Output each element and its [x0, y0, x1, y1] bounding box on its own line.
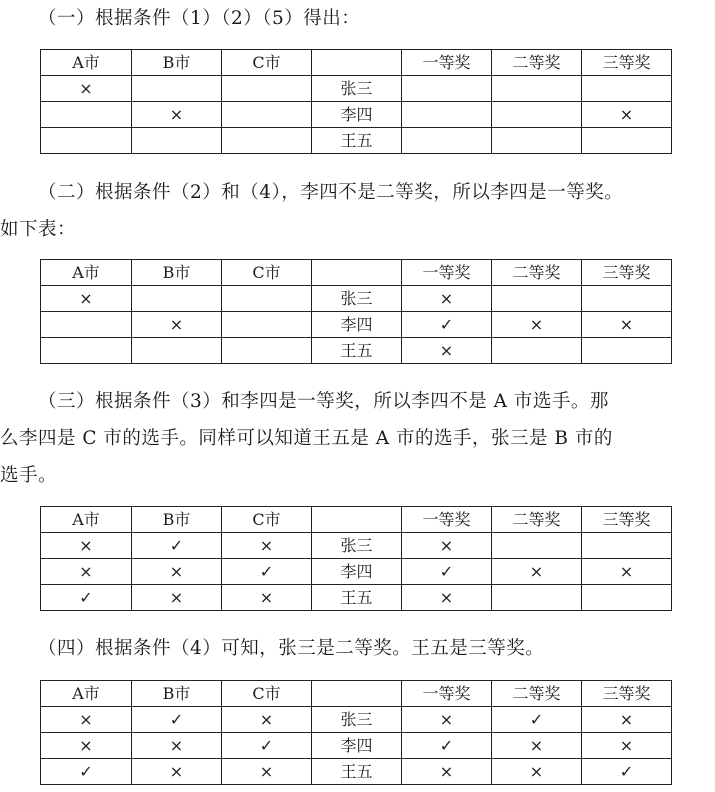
step2-text-line1: （二）根据条件（2）和（4），李四不是二等奖，所以李四是一等奖。 — [38, 182, 624, 203]
prize-mark-cell: ✓ — [492, 707, 582, 733]
header-blank-cell — [312, 507, 402, 533]
city-mark-cell: × — [132, 559, 222, 585]
prize-mark-cell — [492, 76, 582, 102]
prize-mark-cell: × — [402, 533, 492, 559]
table-row — [41, 533, 672, 559]
prize-mark-cell: × — [492, 733, 582, 759]
city-mark-cell: ✓ — [132, 533, 222, 559]
prize-mark-cell: ✓ — [402, 733, 492, 759]
header-cell: 三等奖 — [582, 681, 672, 707]
step2-paragraph — [0, 174, 715, 248]
table-header-row — [41, 50, 672, 76]
header-blank-cell — [312, 681, 402, 707]
city-mark-cell: × — [132, 102, 222, 128]
header-cell: C市 — [222, 50, 312, 76]
city-mark-cell: × — [41, 559, 132, 585]
header-cell: B市 — [132, 50, 222, 76]
prize-mark-cell — [402, 102, 492, 128]
prize-mark-cell: × — [582, 707, 672, 733]
table-step3 — [40, 506, 672, 611]
header-cell: 二等奖 — [492, 260, 582, 286]
city-mark-cell — [222, 312, 312, 338]
step1-text: （一）根据条件（1）（2）（5）得出： — [38, 8, 361, 29]
step3-text-line1: （三）根据条件（3）和李四是一等奖，所以李四不是 A 市选手。那 — [38, 391, 609, 412]
table-row — [41, 585, 672, 611]
person-name-cell: 张三 — [312, 76, 402, 102]
header-cell: C市 — [222, 260, 312, 286]
prize-mark-cell — [402, 76, 492, 102]
city-mark-cell — [41, 128, 132, 154]
header-cell: 二等奖 — [492, 50, 582, 76]
step4-paragraph — [0, 630, 715, 667]
city-mark-cell — [132, 128, 222, 154]
city-mark-cell — [132, 338, 222, 364]
person-name-cell: 张三 — [312, 533, 402, 559]
city-mark-cell: × — [132, 312, 222, 338]
header-cell: 一等奖 — [402, 50, 492, 76]
table-row — [41, 76, 672, 102]
prize-mark-cell: × — [492, 559, 582, 585]
table-row — [41, 707, 672, 733]
header-blank-cell — [312, 260, 402, 286]
prize-mark-cell: × — [582, 102, 672, 128]
table-row — [41, 128, 672, 154]
city-mark-cell: × — [41, 707, 132, 733]
city-mark-cell: × — [132, 759, 222, 785]
city-mark-cell — [222, 128, 312, 154]
prize-mark-cell — [492, 533, 582, 559]
city-mark-cell: × — [222, 585, 312, 611]
table-row — [41, 286, 672, 312]
prize-mark-cell — [582, 338, 672, 364]
step1-paragraph — [0, 0, 715, 37]
person-name-cell: 张三 — [312, 707, 402, 733]
header-cell: 三等奖 — [582, 260, 672, 286]
prize-mark-cell: ✓ — [402, 312, 492, 338]
header-cell: 三等奖 — [582, 50, 672, 76]
step3-text-line2: 么李四是 C 市的选手。同样可以知道王五是 A 市的选手，张三是 B 市的 — [0, 428, 613, 449]
city-mark-cell: × — [222, 707, 312, 733]
table-header-row — [41, 260, 672, 286]
header-cell: 二等奖 — [492, 681, 582, 707]
table-step4 — [40, 680, 672, 785]
prize-mark-cell — [492, 585, 582, 611]
prize-mark-cell — [582, 76, 672, 102]
person-name-cell: 李四 — [312, 312, 402, 338]
prize-mark-cell: × — [582, 733, 672, 759]
prize-mark-cell: ✓ — [402, 559, 492, 585]
city-mark-cell: ✓ — [41, 759, 132, 785]
prize-mark-cell — [492, 128, 582, 154]
prize-mark-cell: ✓ — [582, 759, 672, 785]
city-mark-cell: ✓ — [132, 707, 222, 733]
table-row — [41, 102, 672, 128]
header-cell: B市 — [132, 507, 222, 533]
city-mark-cell: × — [41, 533, 132, 559]
header-cell: 一等奖 — [402, 260, 492, 286]
prize-mark-cell — [582, 533, 672, 559]
step3-text-line3: 选手。 — [0, 465, 58, 486]
table-row — [41, 312, 672, 338]
prize-mark-cell: × — [402, 585, 492, 611]
header-cell: 一等奖 — [402, 507, 492, 533]
header-cell: 三等奖 — [582, 507, 672, 533]
person-name-cell: 王五 — [312, 759, 402, 785]
city-mark-cell — [132, 76, 222, 102]
table-row — [41, 733, 672, 759]
prize-mark-cell: × — [402, 759, 492, 785]
prize-mark-cell — [492, 338, 582, 364]
prize-mark-cell — [582, 585, 672, 611]
header-cell: 一等奖 — [402, 681, 492, 707]
person-name-cell: 王五 — [312, 585, 402, 611]
city-mark-cell — [41, 312, 132, 338]
header-cell: B市 — [132, 681, 222, 707]
table-step2 — [40, 259, 672, 364]
city-mark-cell: × — [132, 585, 222, 611]
table-header-row — [41, 507, 672, 533]
prize-mark-cell: × — [582, 312, 672, 338]
person-name-cell: 王五 — [312, 128, 402, 154]
person-name-cell: 李四 — [312, 733, 402, 759]
header-cell: C市 — [222, 507, 312, 533]
header-cell: B市 — [132, 260, 222, 286]
city-mark-cell: ✓ — [41, 585, 132, 611]
person-name-cell: 王五 — [312, 338, 402, 364]
prize-mark-cell — [582, 128, 672, 154]
person-name-cell: 李四 — [312, 559, 402, 585]
prize-mark-cell: × — [582, 559, 672, 585]
header-cell: A市 — [41, 50, 132, 76]
city-mark-cell: × — [222, 533, 312, 559]
table-step1 — [40, 49, 672, 154]
city-mark-cell — [222, 286, 312, 312]
header-cell: A市 — [41, 260, 132, 286]
prize-mark-cell: × — [492, 312, 582, 338]
header-cell: 二等奖 — [492, 507, 582, 533]
city-mark-cell — [222, 338, 312, 364]
prize-mark-cell — [492, 286, 582, 312]
prize-mark-cell: × — [402, 286, 492, 312]
table-row — [41, 559, 672, 585]
city-mark-cell: ✓ — [222, 559, 312, 585]
city-mark-cell: × — [41, 76, 132, 102]
city-mark-cell: × — [132, 733, 222, 759]
header-cell: C市 — [222, 681, 312, 707]
prize-mark-cell — [582, 286, 672, 312]
step2-text-line2: 如下表： — [0, 219, 77, 240]
prize-mark-cell: × — [402, 338, 492, 364]
prize-mark-cell — [492, 102, 582, 128]
header-cell: A市 — [41, 681, 132, 707]
table-row — [41, 338, 672, 364]
step3-paragraph — [0, 383, 715, 494]
city-mark-cell — [41, 102, 132, 128]
city-mark-cell — [222, 102, 312, 128]
city-mark-cell: × — [41, 733, 132, 759]
city-mark-cell — [222, 76, 312, 102]
table-header-row — [41, 681, 672, 707]
person-name-cell: 张三 — [312, 286, 402, 312]
prize-mark-cell — [402, 128, 492, 154]
prize-mark-cell: × — [492, 759, 582, 785]
person-name-cell: 李四 — [312, 102, 402, 128]
city-mark-cell: × — [41, 286, 132, 312]
header-blank-cell — [312, 50, 402, 76]
city-mark-cell: ✓ — [222, 733, 312, 759]
city-mark-cell — [41, 338, 132, 364]
header-cell: A市 — [41, 507, 132, 533]
city-mark-cell — [132, 286, 222, 312]
city-mark-cell: × — [222, 759, 312, 785]
prize-mark-cell: × — [402, 707, 492, 733]
step4-text: （四）根据条件（4）可知，张三是二等奖。王五是三等奖。 — [38, 638, 545, 659]
table-row — [41, 759, 672, 785]
